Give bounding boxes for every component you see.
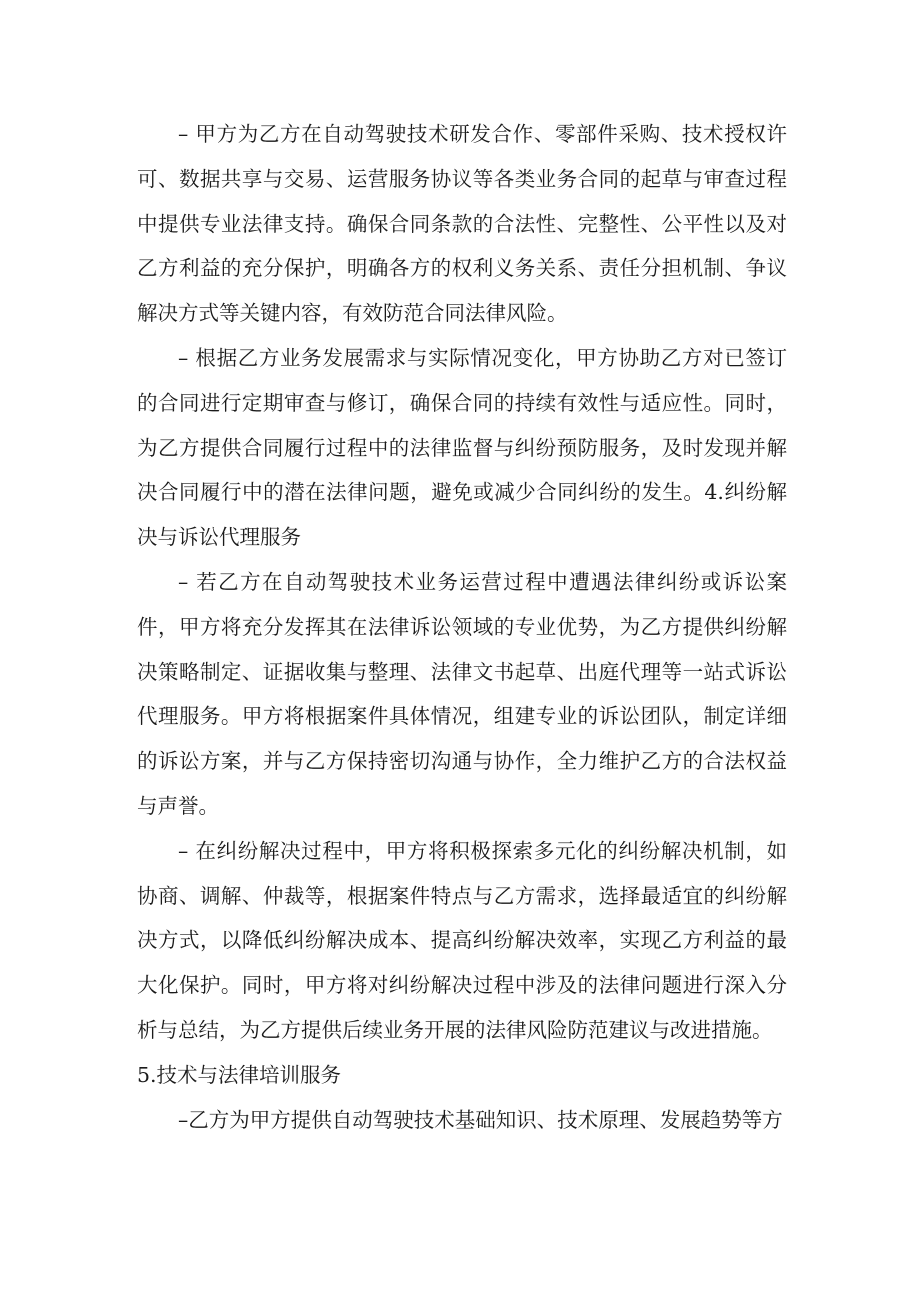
document-body bbox=[137, 112, 787, 1142]
paragraph-dispute-resolution: – 在纠纷解决过程中，甲方将积极探索多元化的纠纷解决机制，如协商、调解、仲裁等，根据案件特点与乙方需求，选择最适宜的纠纷解决方式，以降低纠纷解决成本、提高纠纷解决效率，实现乙方利益的最大化保护。同时，甲方将对纠纷解决过程中涉及的法律问题进行深入分析与总结，为乙方提供后续业务开展的法律风险防范建议与改进措施。 bbox=[137, 838, 787, 1042]
paragraph-contract-review: – 根据乙方业务发展需求与实际情况变化，甲方协助乙方对已签订的合同进行定期审查与修订，确保合同的持续有效性与适应性。同时，为乙方提供合同履行过程中的法律监督与纠纷预防服务，及时发现并解决合同履行中的潜在法律问题，避免或减少合同纠纷的发生。4.纠纷解决与诉讼代理服务 bbox=[137, 345, 787, 550]
section-heading: 5.技术与法律培训服务 bbox=[137, 1062, 342, 1087]
paragraph-contract-drafting: – 甲方为乙方在自动驾驶技术研发合作、零部件采购、技术授权许可、数据共享与交易、运营服务协议等各类业务合同的起草与审查过程中提供专业法律支持。确保合同条款的合法性、完整性、公平性以及对乙方利益的充分保护，明确各方的权利义务关系、责任分担机制、争议解决方式等关键内容，有效防范合同法律风险。 bbox=[137, 122, 787, 326]
paragraph-training-service: –乙方为甲方提供自动驾驶技术基础知识、技术原理、发展趋势等方 bbox=[178, 1107, 783, 1132]
paragraph-litigation-service: – 若乙方在自动驾驶技术业务运营过程中遭遇法律纠纷或诉讼案件，甲方将充分发挥其在法律诉讼领域的专业优势，为乙方提供纠纷解决策略制定、证据收集与整理、法律文书起草、出庭代理等一站式诉讼代理服务。甲方将根据案件具体情况，组建专业的诉讼团队，制定详细的诉讼方案，并与乙方保持密切沟通与协作，全力维护乙方的合法权益与声誉。 bbox=[137, 569, 787, 818]
